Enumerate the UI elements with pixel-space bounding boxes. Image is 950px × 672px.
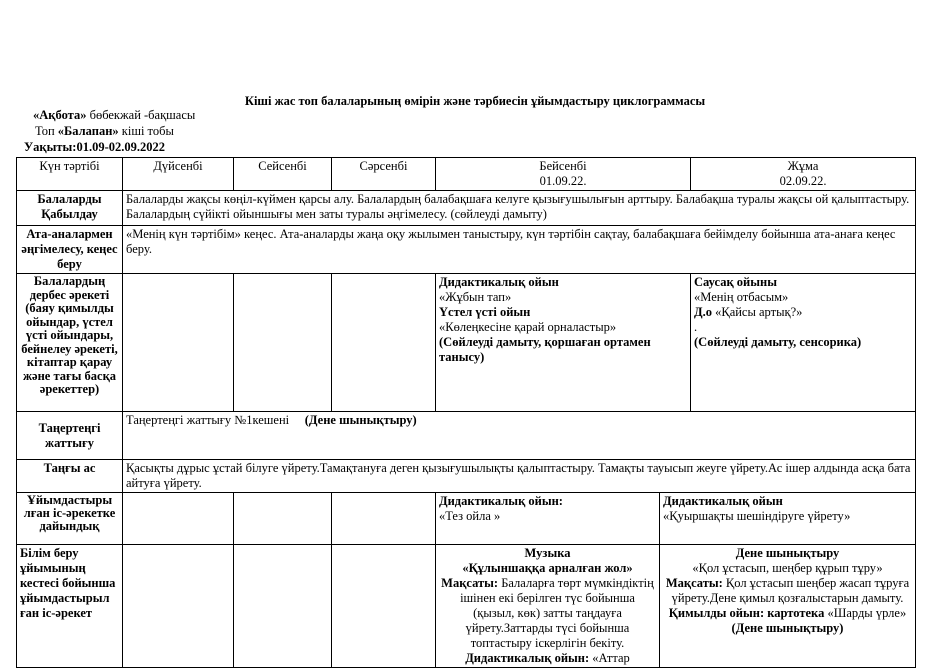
- independent-thursday: [436, 274, 691, 412]
- breakfast-text: Қасықты дұрыс ұстай білуге үйрету.Тамақтануға деген қызығушылықты қалыптастыру. Тамақты тауысып жеуге үйрету.Ас ішер алдында асқа бата айтуға үйрету.: [123, 460, 916, 493]
- friday-label: Жұма: [787, 159, 819, 173]
- independent-wednesday: [332, 274, 436, 412]
- prep-label: Ұйымдастыры лған іс-әрекетке дайындық: [17, 493, 123, 545]
- kindergarten-name: «Ақбота»: [33, 108, 87, 122]
- thu-table-game: «Көлеңкесіне қарай орналастыр»: [439, 320, 617, 334]
- group-prefix: Топ: [35, 124, 58, 138]
- reception-label: Балаларды Қабылдау: [17, 191, 123, 226]
- prep-wednesday: [332, 493, 436, 545]
- exercise-label: Таңертеңгі жаттығу: [17, 412, 123, 460]
- organized-wednesday: [332, 545, 436, 668]
- header-row: [17, 158, 916, 191]
- prep-monday: [123, 493, 234, 545]
- document-title: Кіші жас топ балаларының өмірін және тәрбиесін ұйымдастыру циклограммасы: [244, 94, 706, 108]
- thursday-label: Бейсенбі: [539, 159, 587, 173]
- org-thu-topic: «Құлыншаққа арналған жол»: [462, 561, 633, 575]
- prep-thursday: [436, 493, 660, 545]
- friday-date: 02.09.22.: [779, 174, 827, 188]
- group-line: [35, 124, 174, 139]
- thu-table-game-heading: Үстел үсті ойын: [439, 305, 531, 319]
- org-fri-area: (Дене шынықтыру): [731, 621, 844, 635]
- group-suffix: кіші тобы: [118, 124, 174, 138]
- fri-do-label: Д.о: [694, 305, 712, 319]
- exercise-cell: [123, 412, 916, 460]
- kindergarten-suffix: бөбекжай -бақшасы: [86, 108, 196, 122]
- row-independent-activity: [17, 274, 916, 412]
- fri-areas: (Сөйлеуді дамыту, сенсорика): [694, 335, 862, 349]
- org-fri-topic: «Қол ұстасып, шеңбер құрып тұру»: [692, 561, 883, 575]
- header-tuesday: Сейсенбі: [234, 158, 332, 191]
- thu-didactic-game: «Жұбын тап»: [439, 290, 512, 304]
- kindergarten-line: [33, 108, 195, 123]
- header-routine: Күн тәртібі: [17, 158, 123, 191]
- exercise-area: (Дене шынықтыру): [304, 413, 417, 427]
- row-breakfast: [17, 460, 916, 493]
- header-monday: Дүйсенбі: [123, 158, 234, 191]
- reception-text: Балаларды жақсы көңіл-күймен қарсы алу. Балалардың балабақшаға келуге қызығушылығын арттыру. Балабақша туралы жақсы ой қалыптастыру. Балалардың сүйікті ойыншығы мен заты туралы әңгімелесу. (сөйлеуді дамыту): [123, 191, 916, 226]
- organized-tuesday: [234, 545, 332, 668]
- group-name: «Балапан»: [57, 124, 119, 138]
- org-thu-goal: Балаларға төрт мүмкіндіктің ішінен екі берілген түс бойынша (қызыл, көк) затты таңдауға үйрету.Заттарды түсі бойынша топтастыру іскерлігін бекіту.: [460, 576, 654, 650]
- row-preparation: [17, 493, 916, 545]
- row-organized-activity: [17, 545, 916, 668]
- independent-label: Балалардың дербес әрекеті (баяу қимылды ойындар, үстел үсті ойындары, бейнелеу әрекеті, кітаптар қарау және тағы басқа әрекеттер): [17, 274, 123, 412]
- fri-do-game: «Қайсы артық?»: [711, 305, 803, 319]
- independent-friday: [691, 274, 916, 412]
- prep-fri-heading: Дидактикалық ойын: [663, 494, 783, 508]
- thursday-date: 01.09.22.: [539, 174, 587, 188]
- header-friday: [691, 158, 916, 191]
- time-label: Уақыты:01.09-02.09.2022: [24, 140, 165, 154]
- org-thu-next-label: Дидактикалық ойын:: [465, 651, 590, 665]
- prep-thu-game: «Тез ойла »: [439, 509, 501, 523]
- thu-didactic-heading: Дидактикалық ойын: [439, 275, 559, 289]
- header-wednesday: Сәрсенбі: [332, 158, 436, 191]
- thu-areas: (Сөйлеуді дамыту, қоршаған ортамен танысу): [439, 335, 651, 364]
- prep-fri-game: «Қуыршақты шешіндіруге үйрету»: [663, 509, 851, 523]
- row-morning-exercise: [17, 412, 916, 460]
- independent-monday: [123, 274, 234, 412]
- row-parents: [17, 226, 916, 274]
- row-reception: [17, 191, 916, 226]
- prep-friday: [660, 493, 916, 545]
- independent-tuesday: [234, 274, 332, 412]
- org-fri-game: «Шарды үрле»: [824, 606, 907, 620]
- schedule-table: [16, 157, 916, 668]
- prep-thu-heading: Дидактикалық ойын:: [439, 494, 563, 508]
- org-thu-subject: Музыка: [524, 546, 571, 560]
- org-thu-next: «Аттар: [589, 651, 630, 665]
- fri-finger-game: «Менің отбасым»: [694, 290, 789, 304]
- prep-tuesday: [234, 493, 332, 545]
- organized-thursday: [436, 545, 660, 668]
- fri-finger-game-heading: Саусақ ойыны: [694, 275, 777, 289]
- header-thursday: [436, 158, 691, 191]
- fri-dot: .: [694, 320, 698, 334]
- org-fri-goal-label: Мақсаты:: [665, 576, 723, 590]
- organized-label: Білім беру ұйымының кестесі бойынша ұйымдастырыл ған іс-әрекет: [17, 545, 123, 668]
- org-fri-game-label: Қимылды ойын: картотека: [668, 606, 825, 620]
- org-fri-subject: Дене шынықтыру: [735, 546, 840, 560]
- parents-label: Ата-аналармен әңгімелесу, кеңес беру: [17, 226, 123, 274]
- org-thu-goal-label: Мақсаты:: [441, 576, 499, 590]
- org-fri-goal: Қол ұстасып шеңбер жасап тұруға үйрету.Дене қимыл қозғалыстарын дамыту.: [671, 576, 910, 605]
- parents-text: «Менің күн тәртібім» кеңес. Ата-аналарды жаңа оқу жылымен таныстыру, күн тәртібін сақтау, балабақшаға бейімделу бойынша ата-анаға кеңес беру.: [123, 226, 916, 274]
- breakfast-label: Таңғы ас: [17, 460, 123, 493]
- organized-friday: [660, 545, 916, 668]
- exercise-text: Таңертеңгі жаттығу №1кешені: [126, 413, 305, 427]
- organized-monday: [123, 545, 234, 668]
